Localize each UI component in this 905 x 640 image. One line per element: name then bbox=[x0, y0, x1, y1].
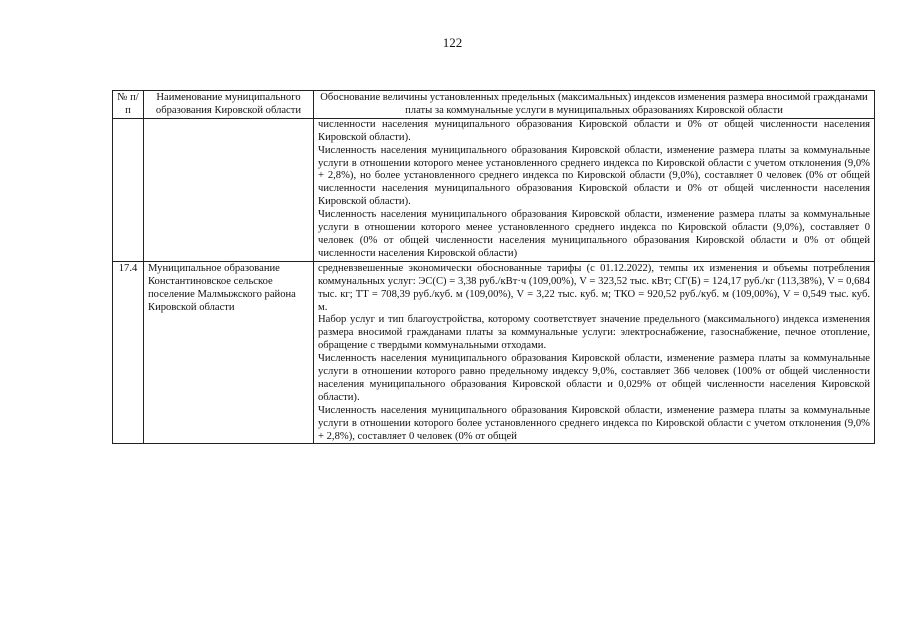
header-justification: Обоснование величины установленных предельных (максимальных) индексов изменения размера вносимой гражданами платы за коммунальные услуги в муниципальных образованиях Кировской области bbox=[314, 91, 875, 119]
justification-paragraph: Численность населения муниципального образования Кировской области, изменение размера платы за коммунальные услуги в отношении которого менее установленного среднего индекса по Кировской области с учетом отклонения (9,0% + 2,8%), но более установленного среднего индекса по Кировской области (9,0%), составляет 0 человек (0% от общей численности населения муниципального образования Кировской области и 0% от общей численности населения Кировской области). bbox=[318, 144, 870, 208]
justification-paragraph: численности населения муниципального образования Кировской области и 0% от общей численности населения Кировской области). bbox=[318, 118, 870, 143]
table-row bbox=[113, 261, 875, 444]
row-justification bbox=[314, 261, 875, 444]
page-number: 122 bbox=[442, 35, 463, 50]
justification-paragraph: средневзвешенные экономически обоснованные тарифы (с 01.12.2022), темпы их изменения и объемы потребления коммунальных услуг: ЭС(С) = 3,38 руб./кВт·ч (109,00%), V = 323,52 тыс. кВт; СГ(Б) = 124,17 руб./кг (113,38%), V = 0,684 тыс. кг; ТТ = 708,39 руб./куб. м (109,00%), V = 3,22 тыс. куб. м; ТКО = 920,52 руб./куб. м (109,00%), V = 0,549 тыс. куб. м. bbox=[318, 262, 870, 313]
justification-paragraph: Численность населения муниципального образования Кировской области, изменение размера платы за коммунальные услуги в отношении которого более установленного среднего индекса по Кировской области с учетом отклонения (9,0% + 2,8%), составляет 0 человек (0% от общей bbox=[318, 404, 870, 442]
header-num: № п/п bbox=[113, 91, 144, 119]
header-name: Наименование муниципального образования Кировской области bbox=[144, 91, 314, 119]
row-num bbox=[113, 118, 144, 261]
indices-table bbox=[112, 90, 875, 444]
table-header-row bbox=[113, 91, 875, 119]
row-name bbox=[144, 118, 314, 261]
justification-paragraph: Численность населения муниципального образования Кировской области, изменение размера платы за коммунальные услуги в отношении которого менее установленного среднего индекса по Кировской области (9,0%), составляет 0 человек (0% от общей численности населения муниципального образования Кировской области и 0% от общей численности населения Кировской области) bbox=[318, 209, 870, 259]
row-num: 17.4 bbox=[113, 261, 144, 444]
justification-paragraph: Численность населения муниципального образования Кировской области, изменение размера платы за коммунальные услуги в отношении которого равно предельному индексу 9,0%, составляет 366 человек (100% от общей численности населения муниципального образования Кировской области и 0,029% от общей численности населения Кировской области). bbox=[318, 353, 870, 403]
row-justification bbox=[314, 118, 875, 261]
table-row bbox=[113, 118, 875, 261]
row-name: Муниципальное образование Константиновское сельское поселение Малмыжского района Кировской области bbox=[144, 261, 314, 444]
justification-paragraph: Набор услуг и тип благоустройства, которому соответствует значение предельного (максимального) индекса изменения размера вносимой гражданами платы за коммунальные услуги: электроснабжение, газоснабжение, печное отопление, обращение с твердыми коммунальными отходами. bbox=[318, 314, 870, 352]
